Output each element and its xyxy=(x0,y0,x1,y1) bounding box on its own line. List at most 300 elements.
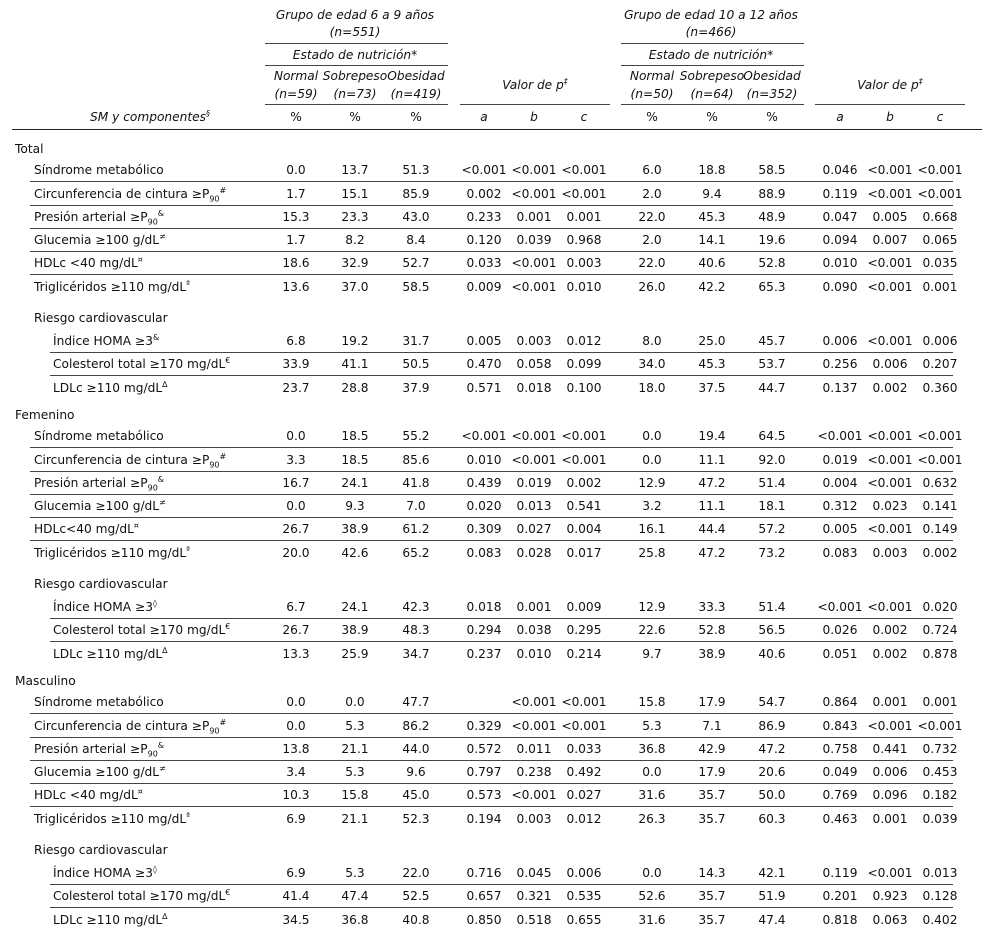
table-cell: 22.0 xyxy=(402,866,430,880)
table-cell: 0.001 xyxy=(516,210,552,224)
table-cell: 25.9 xyxy=(341,647,369,661)
table-cell: 13.7 xyxy=(341,163,369,177)
table-cell: 85.6 xyxy=(402,453,430,467)
table-cell: 0.099 xyxy=(566,357,602,371)
table-cell: 61.2 xyxy=(402,522,430,536)
table-cell: 50.0 xyxy=(758,788,786,802)
row-label xyxy=(34,208,165,227)
group1-n: (n=551) xyxy=(329,25,381,39)
table-cell: 0.119 xyxy=(822,187,858,201)
table-cell: 0.019 xyxy=(822,453,858,467)
row-separator xyxy=(30,737,953,738)
table-cell: 0.769 xyxy=(822,788,858,802)
row-label-text: Colesterol total ≥170 mg/dL xyxy=(53,357,226,371)
table-cell: <0.001 xyxy=(561,719,607,733)
table-cell: 35.7 xyxy=(698,913,726,927)
table-cell: 21.1 xyxy=(341,812,369,826)
row-label xyxy=(34,695,164,709)
table-cell: 0.035 xyxy=(922,256,958,270)
subsection-title: Riesgo cardiovascular xyxy=(34,577,168,591)
table-cell: 15.8 xyxy=(638,695,666,709)
table-cell: 0.018 xyxy=(516,381,552,395)
table-cell: 34.0 xyxy=(638,357,666,371)
table-cell: 35.7 xyxy=(698,889,726,903)
table-cell: <0.001 xyxy=(511,695,557,709)
table-cell: 0.758 xyxy=(822,742,858,756)
table-cell: 42.9 xyxy=(698,742,726,756)
table-cell: 0.309 xyxy=(466,522,502,536)
row-label xyxy=(34,185,227,204)
table-cell: 0.004 xyxy=(566,522,602,536)
table-cell: 0.006 xyxy=(872,357,908,371)
row-label-text: Presión arterial ≥P xyxy=(34,476,148,490)
table-cell: 8.0 xyxy=(642,334,662,348)
table-cell: 9.7 xyxy=(642,647,662,661)
table-cell: 85.9 xyxy=(402,187,430,201)
table-cell: 37.9 xyxy=(402,381,430,395)
row-label-footnote-mark: ∆ xyxy=(162,645,168,655)
table-cell: 0.026 xyxy=(822,623,858,637)
table-cell: 0.009 xyxy=(466,280,502,294)
table-cell: 26.3 xyxy=(638,812,666,826)
table-cell: 34.7 xyxy=(402,647,430,661)
table-cell: 10.3 xyxy=(282,788,310,802)
table-cell: 5.3 xyxy=(345,765,365,779)
table-cell: 0.017 xyxy=(566,546,602,560)
row-label xyxy=(34,163,164,177)
col-normal-g1: Normal xyxy=(273,69,319,83)
row-label-subscript: 90 xyxy=(147,217,158,227)
row-label-footnote-mark: ∆ xyxy=(162,911,168,921)
table-cell: 0.012 xyxy=(566,812,602,826)
table-cell: 26.7 xyxy=(282,522,310,536)
table-cell: 0.006 xyxy=(566,866,602,880)
table-cell: 51.3 xyxy=(402,163,430,177)
row-label-footnote-mark: ≠ xyxy=(159,497,166,507)
table-cell: 0.023 xyxy=(872,499,908,513)
row-label xyxy=(34,499,166,513)
row-separator xyxy=(30,713,953,714)
table-cell: 50.5 xyxy=(402,357,430,371)
table-cell: 0.033 xyxy=(566,742,602,756)
row-label-text: LDLc ≥110 mg/dL xyxy=(53,381,163,395)
p-letter-header: a xyxy=(480,110,488,124)
table-cell: 16.7 xyxy=(282,476,310,490)
table-cell: 13.3 xyxy=(282,647,310,661)
table-cell: 11.1 xyxy=(698,453,726,467)
table-cell: 0.003 xyxy=(566,256,602,270)
table-cell: 88.9 xyxy=(758,187,786,201)
table-cell: 40.6 xyxy=(758,647,786,661)
table-cell: 47.7 xyxy=(402,695,430,709)
row-label-text: Glucemia ≥100 g/dL xyxy=(34,765,160,779)
row-label xyxy=(34,429,164,443)
row-label-text: Síndrome metabólico xyxy=(34,695,164,709)
table-cell: 16.1 xyxy=(638,522,666,536)
row-label-text: Presión arterial ≥P xyxy=(34,210,148,224)
section-title: Femenino xyxy=(15,408,75,422)
rule-p-g1 xyxy=(460,104,610,105)
row-label-text: Índice HOMA ≥3 xyxy=(53,600,153,614)
table-cell: 0.878 xyxy=(922,647,958,661)
table-cell: 2.0 xyxy=(642,187,662,201)
col-obesidad-g2-n: (n=352) xyxy=(746,87,798,101)
col-obesidad-g1: Obesidad xyxy=(387,69,445,83)
table-cell: 92.0 xyxy=(758,453,786,467)
row-label xyxy=(53,866,157,880)
table-cell: 37.0 xyxy=(341,280,369,294)
table-cell: 45.7 xyxy=(758,334,786,348)
table-cell: 0.657 xyxy=(466,889,502,903)
table-cell: <0.001 xyxy=(561,187,607,201)
table-cell: 0.001 xyxy=(922,280,958,294)
table-cell: <0.001 xyxy=(917,719,963,733)
table-cell: 0.028 xyxy=(516,546,552,560)
table-cell: 3.3 xyxy=(286,453,306,467)
table-cell: 52.3 xyxy=(402,812,430,826)
row-label-text: HDLc <40 mg/dL xyxy=(34,788,138,802)
table-cell: 0.011 xyxy=(516,742,552,756)
rule-cols-g2 xyxy=(621,104,804,105)
pct-header: % xyxy=(349,110,361,124)
row-label-text: Índice HOMA ≥3 xyxy=(53,866,153,880)
table-cell: <0.001 xyxy=(511,788,557,802)
table-cell: 1.7 xyxy=(286,233,306,247)
row-separator xyxy=(30,471,953,472)
table-cell: 7.1 xyxy=(702,719,722,733)
row-separator xyxy=(50,907,953,908)
table-cell: 26.7 xyxy=(282,623,310,637)
table-cell: 3.2 xyxy=(642,499,662,513)
table-cell: <0.001 xyxy=(867,429,913,443)
row-label-text: LDLc ≥110 mg/dL xyxy=(53,913,163,927)
table-cell: 15.1 xyxy=(341,187,369,201)
row-label-subscript: 90 xyxy=(209,460,220,470)
table-cell: 6.9 xyxy=(286,866,306,880)
table-cell: 51.4 xyxy=(758,600,786,614)
col-sobrepeso-g1: Sobrepeso xyxy=(322,69,388,83)
table-cell: 0.0 xyxy=(286,163,306,177)
row-label-footnote-mark: ≠ xyxy=(159,231,166,241)
table-cell: 0.439 xyxy=(466,476,502,490)
row-label xyxy=(53,647,168,661)
table-cell: 24.1 xyxy=(341,476,369,490)
table-cell: 0.238 xyxy=(516,765,552,779)
rule-estado-g1 xyxy=(265,65,448,66)
table-cell: 23.7 xyxy=(282,381,310,395)
row-separator xyxy=(50,641,953,642)
table-cell: 18.5 xyxy=(341,429,369,443)
p-letter-header: a xyxy=(836,110,844,124)
table-cell: 0.096 xyxy=(872,788,908,802)
table-cell: 19.6 xyxy=(758,233,786,247)
col-sobrepeso-g2-n: (n=64) xyxy=(690,87,734,101)
row-label-text: Triglicéridos ≥110 mg/dL xyxy=(34,546,187,560)
table-cell: 42.2 xyxy=(698,280,726,294)
p-letter-header: c xyxy=(580,110,588,124)
table-cell: <0.001 xyxy=(511,429,557,443)
table-cell: 43.0 xyxy=(402,210,430,224)
table-cell: 52.5 xyxy=(402,889,430,903)
table-cell: 6.9 xyxy=(286,812,306,826)
col-normal-g1-n: (n=59) xyxy=(274,87,318,101)
table-cell: 0.046 xyxy=(822,163,858,177)
table-cell: 11.1 xyxy=(698,499,726,513)
table-cell: 0.137 xyxy=(822,381,858,395)
table-cell: 0.716 xyxy=(466,866,502,880)
table-cell: <0.001 xyxy=(511,453,557,467)
row-label-subscript: 90 xyxy=(209,194,220,204)
p-letter-header: b xyxy=(886,110,894,124)
row-label-text: Colesterol total ≥170 mg/dL xyxy=(53,623,226,637)
table-cell: 40.8 xyxy=(402,913,430,927)
table-cell: 0.006 xyxy=(872,765,908,779)
section-title: Masculino xyxy=(15,674,76,688)
table-cell: <0.001 xyxy=(917,453,963,467)
table-cell: 36.8 xyxy=(341,913,369,927)
table-cell: <0.001 xyxy=(867,600,913,614)
table-cell: 15.3 xyxy=(282,210,310,224)
table-cell: 0.818 xyxy=(822,913,858,927)
table-cell: 33.9 xyxy=(282,357,310,371)
table-cell: 0.033 xyxy=(466,256,502,270)
row-label-footnote-mark: ª xyxy=(186,810,190,820)
table-cell: 13.8 xyxy=(282,742,310,756)
table-cell: 0.063 xyxy=(872,913,908,927)
col-sobrepeso-g2: Sobrepeso xyxy=(679,69,745,83)
valor-p-g1: Valor de p‡ xyxy=(502,76,568,92)
table-cell: 42.1 xyxy=(758,866,786,880)
table-cell: 57.2 xyxy=(758,522,786,536)
estado-label-g2: Estado de nutrición* xyxy=(648,48,774,62)
row-label-text: LDLc ≥110 mg/dL xyxy=(53,647,163,661)
table-cell: 0.003 xyxy=(872,546,908,560)
pct-header: % xyxy=(410,110,422,124)
table-cell: 54.7 xyxy=(758,695,786,709)
rule-estado-g2 xyxy=(621,65,804,66)
row-label-subscript: 90 xyxy=(147,749,158,759)
row-label-footnote-mark: € xyxy=(225,355,231,365)
table-cell: 0.010 xyxy=(822,256,858,270)
rule-group2 xyxy=(621,43,804,44)
table-cell: 2.0 xyxy=(642,233,662,247)
table-cell: 52.6 xyxy=(638,889,666,903)
section-title: Total xyxy=(15,142,44,156)
table-cell: <0.001 xyxy=(867,866,913,880)
row-separator xyxy=(30,540,953,541)
table-cell: 20.6 xyxy=(758,765,786,779)
row-label-footnote-mark: & xyxy=(157,474,165,484)
table-cell: 0.012 xyxy=(566,334,602,348)
table-cell: 65.2 xyxy=(402,546,430,560)
row-label-text: Índice HOMA ≥3 xyxy=(53,334,153,348)
table-cell: 0.492 xyxy=(566,765,602,779)
table-cell: 0.402 xyxy=(922,913,958,927)
row-label-text: HDLc <40 mg/dL xyxy=(34,256,138,270)
pct-header: % xyxy=(646,110,658,124)
row-separator xyxy=(30,228,953,229)
table-cell: 55.2 xyxy=(402,429,430,443)
table-cell: 0.141 xyxy=(922,499,958,513)
table-cell: 56.5 xyxy=(758,623,786,637)
row-label-text: Glucemia ≥100 g/dL xyxy=(34,233,160,247)
table-cell: 13.6 xyxy=(282,280,310,294)
table-cell: 6.8 xyxy=(286,334,306,348)
table-cell: 0.045 xyxy=(516,866,552,880)
table-cell: 0.001 xyxy=(516,600,552,614)
table-cell: 52.8 xyxy=(698,623,726,637)
table-cell: 0.039 xyxy=(516,233,552,247)
row-separator xyxy=(30,760,953,761)
table-cell: 52.7 xyxy=(402,256,430,270)
table-cell: 0.002 xyxy=(872,623,908,637)
row-separator xyxy=(50,352,953,353)
table-cell: 0.094 xyxy=(822,233,858,247)
table-cell: 18.5 xyxy=(341,453,369,467)
table-cell: 0.572 xyxy=(466,742,502,756)
table-cell: 0.019 xyxy=(516,476,552,490)
table-cell: 0.001 xyxy=(922,695,958,709)
table-cell: 18.8 xyxy=(698,163,726,177)
table-cell: 0.518 xyxy=(516,913,552,927)
table-cell: 35.7 xyxy=(698,812,726,826)
table-cell: 38.9 xyxy=(341,623,369,637)
row-label-footnote-mark: ª xyxy=(186,278,190,288)
table-cell: 0.453 xyxy=(922,765,958,779)
table-cell: 31.7 xyxy=(402,334,430,348)
row-label xyxy=(53,357,230,371)
row-label-footnote-mark: ¤ xyxy=(137,786,143,796)
table-cell: 0.923 xyxy=(872,889,908,903)
table-cell: <0.001 xyxy=(867,719,913,733)
table-cell: 0.002 xyxy=(466,187,502,201)
table-cell: 45.3 xyxy=(698,210,726,224)
table-cell: 0.002 xyxy=(566,476,602,490)
row-label xyxy=(34,812,190,826)
table-cell: 22.0 xyxy=(638,210,666,224)
group2-title: Grupo de edad 10 a 12 años xyxy=(624,8,798,22)
table-cell: 0.009 xyxy=(566,600,602,614)
table-cell: <0.001 xyxy=(867,187,913,201)
subsection-title: Riesgo cardiovascular xyxy=(34,843,168,857)
table-cell: 20.0 xyxy=(282,546,310,560)
valor-p-g2: Valor de p‡ xyxy=(857,76,923,92)
table-cell: 0.004 xyxy=(822,476,858,490)
table-cell: <0.001 xyxy=(817,429,863,443)
table-cell: 47.2 xyxy=(698,546,726,560)
table-cell: 0.632 xyxy=(922,476,958,490)
table-cell: 0.119 xyxy=(822,866,858,880)
row-label-footnote-mark: & xyxy=(157,208,165,218)
table-cell: 0.541 xyxy=(566,499,602,513)
table-cell: 0.0 xyxy=(642,453,662,467)
table-cell: 0.470 xyxy=(466,357,502,371)
table-cell: 0.058 xyxy=(516,357,552,371)
table-cell: 42.3 xyxy=(402,600,430,614)
row-label-text: Circunferencia de cintura ≥P xyxy=(34,187,210,201)
row-label xyxy=(34,546,190,560)
table-cell: 0.003 xyxy=(516,812,552,826)
row-separator xyxy=(30,517,953,518)
row-label-footnote-mark: ¤ xyxy=(133,520,139,530)
row-label-text: Circunferencia de cintura ≥P xyxy=(34,719,210,733)
table-cell: 0.0 xyxy=(286,719,306,733)
table-cell: 0.214 xyxy=(566,647,602,661)
row-separator xyxy=(30,447,953,448)
row-separator xyxy=(30,783,953,784)
table-cell: 47.2 xyxy=(698,476,726,490)
table-cell: 31.6 xyxy=(638,913,666,927)
table-cell: 0.002 xyxy=(872,381,908,395)
table-cell: 0.020 xyxy=(922,600,958,614)
table-cell: 0.233 xyxy=(466,210,502,224)
row-label xyxy=(34,451,227,470)
table-cell: 52.8 xyxy=(758,256,786,270)
table-cell: 9.4 xyxy=(702,187,722,201)
table-cell: 41.4 xyxy=(282,889,310,903)
table-cell: 5.3 xyxy=(345,866,365,880)
table-cell: 0.005 xyxy=(872,210,908,224)
table-cell: <0.001 xyxy=(511,163,557,177)
table-cell: 0.256 xyxy=(822,357,858,371)
table-cell: 0.083 xyxy=(466,546,502,560)
row-label-text: Triglicéridos ≥110 mg/dL xyxy=(34,280,187,294)
table-cell: 5.3 xyxy=(345,719,365,733)
table-cell: 0.010 xyxy=(516,647,552,661)
table-cell: 12.9 xyxy=(638,600,666,614)
table-cell: 0.065 xyxy=(922,233,958,247)
table-cell: 22.0 xyxy=(638,256,666,270)
table-cell: 45.3 xyxy=(698,357,726,371)
row-label xyxy=(34,474,165,493)
table-cell: 0.002 xyxy=(922,546,958,560)
row-label xyxy=(53,381,168,395)
row-label xyxy=(34,280,190,294)
p-letter-header: c xyxy=(936,110,944,124)
table-cell: <0.001 xyxy=(511,719,557,733)
col-sobrepeso-g1-n: (n=73) xyxy=(333,87,377,101)
table-cell: 42.6 xyxy=(341,546,369,560)
table-cell: 0.571 xyxy=(466,381,502,395)
pct-header: % xyxy=(706,110,718,124)
row-label-text: Glucemia ≥100 g/dL xyxy=(34,499,160,513)
table-cell: 7.0 xyxy=(406,499,426,513)
table-cell: 0.201 xyxy=(822,889,858,903)
row-label-text: Colesterol total ≥170 mg/dL xyxy=(53,889,226,903)
table-cell: 0.573 xyxy=(466,788,502,802)
table-cell: 0.013 xyxy=(922,866,958,880)
table-cell: 86.9 xyxy=(758,719,786,733)
p-letter-header: b xyxy=(530,110,538,124)
table-cell: 51.4 xyxy=(758,476,786,490)
table-cell: 0.329 xyxy=(466,719,502,733)
table-cell: 8.2 xyxy=(345,233,365,247)
table-cell: 18.0 xyxy=(638,381,666,395)
table-cell: 0.968 xyxy=(566,233,602,247)
table-cell: <0.001 xyxy=(817,600,863,614)
row-label xyxy=(34,765,166,779)
row-separator xyxy=(50,618,953,619)
table-cell: <0.001 xyxy=(917,187,963,201)
table-cell: 0.006 xyxy=(922,334,958,348)
table-cell: 64.5 xyxy=(758,429,786,443)
row-label xyxy=(34,788,143,802)
table-cell: 48.3 xyxy=(402,623,430,637)
table-cell: 0.724 xyxy=(922,623,958,637)
table-cell: 0.535 xyxy=(566,889,602,903)
row-label-footnote-mark: ◊ xyxy=(152,864,157,874)
row-label-footnote-mark: ¤ xyxy=(137,254,143,264)
